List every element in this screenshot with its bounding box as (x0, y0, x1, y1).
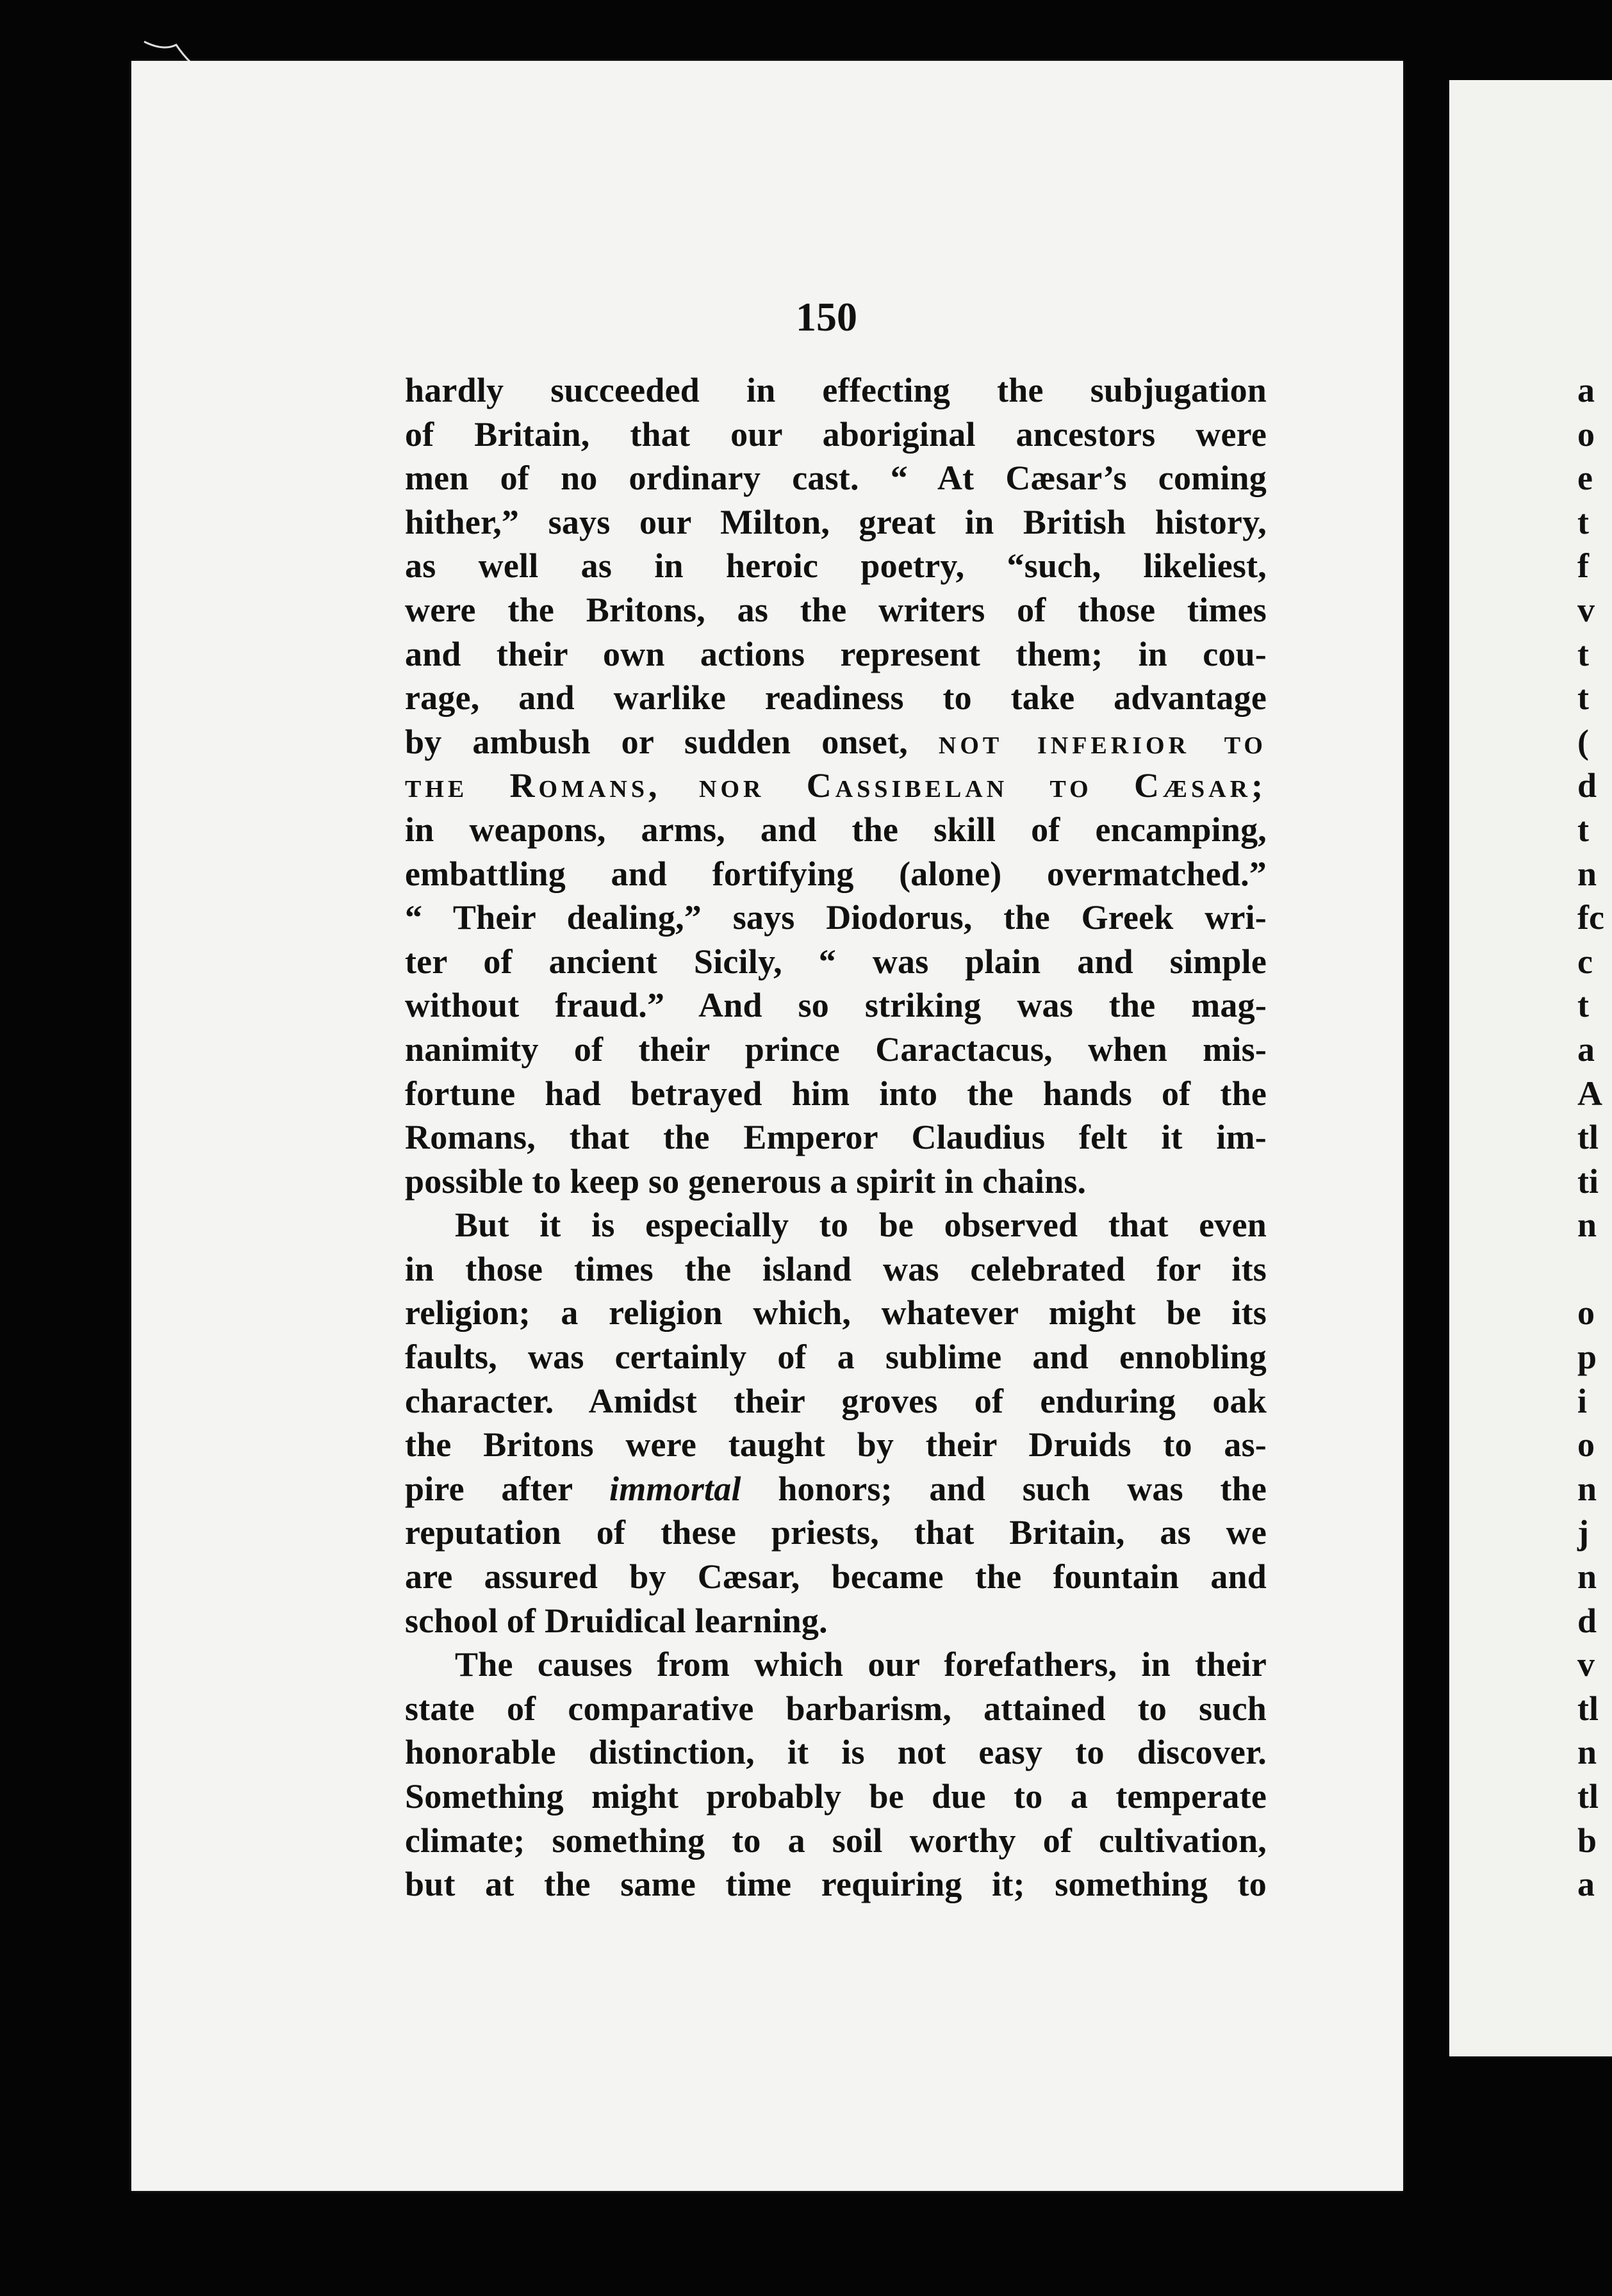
small-caps-run: nor Cassibelan to Cæsar; (699, 766, 1267, 805)
text-line: nanimity of their prince Caractacus, when mis- (405, 1029, 1267, 1069)
text-line: religion; a religion which, whatever might be its (405, 1293, 1267, 1332)
adjacent-page-fragment: A (1577, 1074, 1602, 1113)
adjacent-page-text-fragments (1577, 368, 1612, 1906)
text-line: character. Amidst their groves of enduring oak (405, 1381, 1267, 1420)
text-line: “ Their dealing,” says Diodorus, the Greek wri- (405, 898, 1267, 937)
adjacent-page-fragment: n (1577, 1733, 1597, 1772)
adjacent-page-fragment: t (1577, 810, 1589, 849)
small-caps-run: the Romans, (405, 766, 661, 805)
adjacent-page-fragment (1577, 1247, 1612, 1292)
text-line: Romans, that the Emperor Claudius felt it im- (405, 1118, 1267, 1157)
text-line: are assured by Cæsar, became the fountain and (405, 1557, 1267, 1596)
text-line: the Britons were taught by their Druids to as- (405, 1425, 1267, 1464)
adjacent-page-fragment: j (1577, 1513, 1589, 1552)
adjacent-page-fragment: d (1577, 1601, 1597, 1640)
adjacent-page-fragment: o (1577, 1293, 1595, 1332)
text-line: honorable distinction, it is not easy to discover. (405, 1733, 1267, 1772)
text-line: Something might probably be due to a temperate (405, 1777, 1267, 1816)
text-line: climate; something to a soil worthy of cultivation, (405, 1821, 1267, 1860)
text-line: But it is especially to be observed that even (455, 1206, 1267, 1245)
text-line: hardly succeeded in effecting the subjugation (405, 371, 1267, 409)
adjacent-page-fragment: fc (1577, 898, 1604, 937)
text-line: rage, and warlike readiness to take advantage (405, 678, 1267, 718)
adjacent-page-fragment: o (1577, 414, 1595, 454)
text-line: without fraud.” And so striking was the mag- (405, 986, 1267, 1025)
text-line: school of Druidical learning. (405, 1601, 828, 1640)
adjacent-page-fragment: tl (1577, 1777, 1599, 1816)
adjacent-page-fragment: a (1577, 371, 1595, 409)
page-text (405, 368, 1267, 1906)
adjacent-page-fragment: t (1577, 986, 1589, 1025)
adjacent-page-fragment: f (1577, 546, 1589, 586)
adjacent-page-fragment: tl (1577, 1689, 1599, 1728)
text-line: fortune had betrayed him into the hands of the (405, 1074, 1267, 1113)
text-line: The causes from which our forefathers, in their (455, 1645, 1267, 1684)
adjacent-page-fragment: n (1577, 1469, 1597, 1508)
adjacent-page-fragment: c (1577, 942, 1593, 981)
adjacent-page-fragment: n (1577, 1557, 1597, 1596)
text-line-mixed (405, 720, 1267, 764)
text-line: faults, was certainly of a sublime and ennobling (405, 1338, 1267, 1377)
adjacent-page-fragment: v (1577, 590, 1595, 629)
adjacent-page-fragment: t (1577, 634, 1589, 673)
page-number: 150 (796, 294, 857, 340)
adjacent-page-fragment: n (1577, 1206, 1597, 1245)
text-line: ter of ancient Sicily, “ was plain and simple (405, 942, 1267, 981)
adjacent-page-fragment: e (1577, 459, 1593, 498)
adjacent-page-fragment: v (1577, 1645, 1595, 1684)
text-line: reputation of these priests, that Britain, as we (405, 1513, 1267, 1552)
text-run: by ambush or sudden onset, (405, 722, 908, 761)
adjacent-page-fragment: i (1577, 1381, 1588, 1420)
adjacent-page-fragment: tl (1577, 1118, 1599, 1157)
text-line: hither,” says our Milton, great in British history, (405, 502, 1267, 541)
small-caps-run: not inferior to (938, 722, 1267, 761)
adjacent-page-fragment: d (1577, 766, 1597, 805)
text-line: embattling and fortifying (alone) overmatched.” (405, 854, 1267, 893)
adjacent-page-fragment: a (1577, 1029, 1595, 1069)
adjacent-page-fragment: b (1577, 1821, 1597, 1860)
text-line: and their own actions represent them; in cou- (405, 634, 1267, 673)
text-run: pire after (405, 1469, 573, 1508)
adjacent-page-fragment: a (1577, 1865, 1595, 1904)
text-line: as well as in heroic poetry, “such, likeliest, (405, 546, 1267, 586)
text-line: men of no ordinary cast. “ At Cæsar’s coming (405, 459, 1267, 498)
adjacent-page-fragment: n (1577, 854, 1597, 893)
adjacent-page-fragment: p (1577, 1338, 1597, 1377)
text-run: honors; and such was the (778, 1469, 1267, 1508)
adjacent-page-fragment: t (1577, 502, 1589, 541)
text-line-mixed (405, 764, 1267, 808)
text-line: possible to keep so generous a spirit in chains. (405, 1161, 1087, 1201)
italic-run: immortal (609, 1469, 741, 1508)
text-line: but at the same time requiring it; something to (405, 1865, 1267, 1904)
adjacent-page-fragment: ( (1577, 722, 1589, 761)
adjacent-page-fragment: ti (1577, 1161, 1599, 1201)
text-line: in those times the island was celebrated for its (405, 1249, 1267, 1288)
adjacent-page-fragment: o (1577, 1425, 1595, 1464)
text-line: state of comparative barbarism, attained to such (405, 1689, 1267, 1728)
adjacent-page-fragment: t (1577, 678, 1589, 718)
text-line-mixed (405, 1467, 1267, 1511)
text-line: of Britain, that our aboriginal ancestors were (405, 414, 1267, 454)
text-line: in weapons, arms, and the skill of encamping, (405, 810, 1267, 849)
text-line: were the Britons, as the writers of those times (405, 590, 1267, 629)
